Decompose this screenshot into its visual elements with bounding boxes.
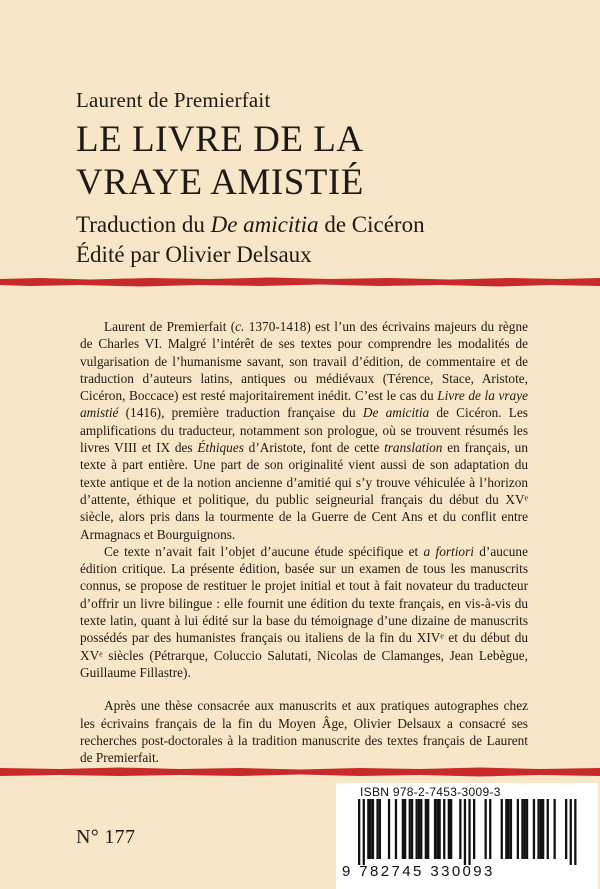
barcode-bar bbox=[565, 799, 567, 859]
barcode-bar bbox=[505, 799, 507, 859]
ean-digits: 9 782745 330093 bbox=[342, 863, 495, 880]
barcode-image bbox=[336, 799, 598, 865]
barcode-bar bbox=[404, 799, 406, 859]
barcode-bar bbox=[439, 799, 441, 859]
barcode-bar bbox=[540, 799, 542, 859]
red-band-top bbox=[0, 276, 600, 288]
barcode-bar bbox=[436, 799, 438, 859]
isbn-label: ISBN 978-2-7453-3009-3 bbox=[360, 785, 501, 799]
barcode-bar bbox=[459, 799, 461, 859]
barcode-bar bbox=[427, 799, 429, 859]
book-title bbox=[76, 118, 364, 204]
italic-run-1: a fortiori bbox=[423, 543, 474, 559]
barcode-bar bbox=[510, 799, 512, 859]
italic-run-5: De amicitia bbox=[362, 405, 430, 421]
barcode-bar bbox=[372, 799, 374, 859]
barcode-bar bbox=[388, 799, 390, 859]
barcode-bar bbox=[542, 799, 544, 859]
text-run-0: Après une thèse consacrée aux manuscrits et aux pratiques autographes chez les écrivains français de la fin du Moyen Âge, Olivier Delsaux a consacré ses recherches post-doctorales à la tradition manuscrite des textes français de Laurent de Premierfait. bbox=[80, 698, 528, 766]
subtitle-work: De amicitia bbox=[210, 212, 319, 237]
barcode-bar bbox=[485, 799, 487, 859]
italic-run-9: translation bbox=[384, 440, 443, 456]
barcode-bar bbox=[376, 799, 378, 859]
barcode-bar bbox=[418, 799, 420, 859]
barcode-bar bbox=[489, 799, 491, 859]
barcode-bar bbox=[367, 799, 369, 859]
subtitle-prefix: Traduction du bbox=[76, 212, 211, 237]
barcode-bar bbox=[574, 799, 576, 865]
subtitle-block bbox=[76, 210, 425, 270]
barcode-bar bbox=[409, 799, 411, 859]
barcode-bar bbox=[501, 799, 503, 859]
text-run-4: (1416), première traduction française du bbox=[118, 405, 363, 421]
barcode-bar bbox=[464, 799, 466, 865]
barcode-bar bbox=[526, 799, 528, 859]
barcode-bar bbox=[420, 799, 422, 859]
italic-run-7: Éthiques bbox=[197, 440, 244, 456]
barcode-bar bbox=[363, 799, 365, 865]
barcode-bar bbox=[570, 799, 572, 865]
barcode-bar bbox=[524, 799, 526, 859]
text-run-8: d’Aristote, font de cette bbox=[243, 440, 385, 456]
italic-run-3: Livre de la vraye amistié bbox=[80, 388, 528, 421]
barcode-bar bbox=[468, 799, 470, 865]
text-run-0: Laurent de Premierfait ( bbox=[104, 319, 236, 334]
barcode-bar bbox=[402, 799, 404, 859]
barcode-bar bbox=[537, 799, 539, 859]
barcode-bar bbox=[395, 799, 397, 859]
barcode-bar bbox=[434, 799, 436, 859]
barcode-bar bbox=[517, 799, 519, 859]
barcode-bar bbox=[547, 799, 549, 859]
title-line-1: LE LIVRE DE LA bbox=[76, 119, 364, 160]
author-name: Laurent de Premierfait bbox=[76, 88, 271, 112]
barcode-bar bbox=[443, 799, 445, 859]
barcode-bar bbox=[533, 799, 535, 859]
italic-run-1: c. bbox=[235, 319, 245, 334]
barcode-bar bbox=[370, 799, 372, 859]
barcode-bar bbox=[450, 799, 452, 859]
text-run-10: en français, un texte à part entière. Une part de son originalité vient aussi de son adaptation du texte antique et de la notion ancienne d’amitié qui s’y trouve véhiculée à l’horizon d’attente, éthique et politique, du public seigneurial français du début du XVᵉ siècle, alors pris dans la tourmente de la Guerre de Cent Ans et du conflit entre Armagnacs et Bourguignons. bbox=[80, 440, 528, 542]
barcode-bar bbox=[379, 799, 381, 859]
series-number: N° 177 bbox=[76, 826, 136, 848]
barcode-bar bbox=[473, 799, 475, 859]
subtitle-suffix: de Cicéron bbox=[318, 212, 425, 237]
barcode-bar bbox=[416, 799, 418, 859]
blurb-paragraph-2 bbox=[80, 543, 528, 681]
red-band-bottom bbox=[0, 766, 600, 778]
text-run-2: d’aucune édition critique. La présente édition, basée sur un examen de tous les manuscrits connus, se propose de restituer le projet initial et tout à fait novateur du traducteur d’offrir un livre bilingue : elle fournit une édition du texte français, en vis-à-vis du texte latin, quant à lui édité sur la base du témoignage d’une dizaine de manuscrits possédés par des humanistes français ou italiens de la fin du XIVᵉ et du début du XVᵉ siècles (Pétrarque, Coluccio Salutati, Nicolas de Clamanges, Jean Lebègue, Guillaume Fillastre). bbox=[80, 543, 528, 680]
translation-line bbox=[76, 210, 425, 240]
barcode-bar bbox=[508, 799, 510, 859]
barcode-bar bbox=[554, 799, 556, 859]
barcode-bar bbox=[358, 799, 360, 865]
text-run-0: Ce texte n’avait fait l’objet d’aucune étude spécifique et bbox=[104, 543, 424, 559]
title-line-2: VRAYE AMISTIÉ bbox=[76, 162, 364, 203]
barcode-bar bbox=[521, 799, 523, 859]
blurb-paragraph-1 bbox=[80, 318, 528, 543]
text-run-2: 1370-1418) est l’un des écrivains majeurs du règne de Charles VI. Malgré l’intérêt de ses textes pour comprendre les modalités de vulgarisation de l’humanisme savant, son travail d’édition, de commentaire et de traduction d’auteurs latins, antiques ou médiévaux (Térence, Stace, Aristote, Cicéron, Boccace) est resté majoritairement inédit. C’est le cas du bbox=[80, 319, 529, 404]
back-cover-blurb bbox=[80, 318, 528, 766]
barcode-bar bbox=[425, 799, 427, 859]
blurb-paragraph-3 bbox=[80, 697, 528, 766]
editor-line: Édité par Olivier Delsaux bbox=[76, 242, 312, 267]
barcode-bar bbox=[411, 799, 413, 859]
barcode-bar bbox=[448, 799, 450, 859]
text-run-6: de Cicéron. Les amplifications du traducteur, notamment son prologue, où se trouvent résumés les livres VIII et IX des bbox=[80, 405, 528, 456]
barcode-panel bbox=[336, 783, 598, 889]
